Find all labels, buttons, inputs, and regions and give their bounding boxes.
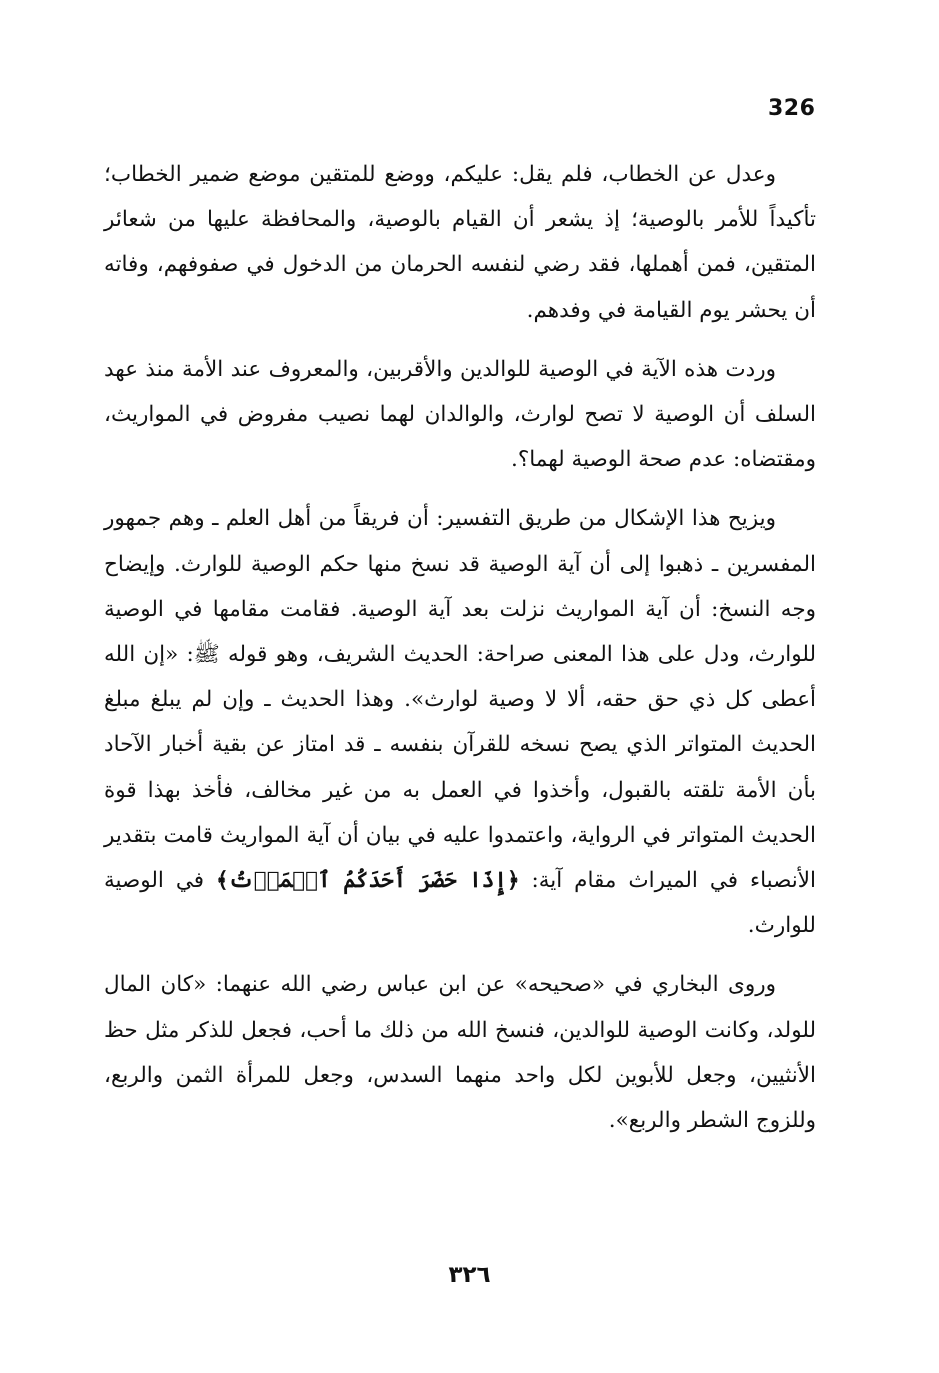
page-number-top: 326 [768,96,816,121]
page-number-bottom: ٣٢٦ [448,1262,491,1288]
paragraph-3-text: ويزيح هذا الإشكال من طريق التفسير: أن فريقاً من أهل العلم ـ وهم جمهور المفسرين ـ ذهبوا إلى أن آية الوصية قد نسخ منها حكم الوصية للوارث. وإيضاح وجه النسخ: أن آية المواريث نزلت بعد آية الوصية. فقامت مقامها في الوصية للوارث، ودل على هذا المعنى صراحة: الحديث الشريف، وهو قوله ﷺ: «إن الله أعطى كل ذي حق حقه، ألا لا وصية لوارث». وهذا الحديث ـ وإن لم يبلغ مبلغ الحديث المتواتر الذي يصح نسخه للقرآن بنفسه ـ قد امتاز عن بقية أخبار الآحاد بأن الأمة تلقته بالقبول، وأخذوا في العمل به من غير مخالف، فأخذ بهذا قوة الحديث المتواتر في الرواية، واعتمدوا عليه في بيان أن آية المواريث قامت بتقدير الأنصباء في الميراث مقام آية: [104,506,816,894]
paragraph-1: وعدل عن الخطاب، فلم يقل: عليكم، ووضع للمتقين موضع ضمير الخطاب؛ تأكيداً للأمر بالوصية؛ إذ يشعر أن القيام بالوصية، والمحافظة عليها من شعائر المتقين، فمن أهملها، فقد رضي لنفسه الحرمان من الدخول في صفوفهم، وفاته أن يحشر يوم القيامة في وفدهم. [104,162,816,323]
quran-verse: ﴿إِذَا حَضَرَ أَحَدَكُمُ ٱلۡمَوۡتُ﴾ [216,868,520,894]
paragraph-3-tail: في الوصية للوارث. [104,868,816,939]
paragraph-3 [104,496,816,948]
page-body [104,152,816,1143]
paragraph-2: وردت هذه الآية في الوصية للوالدين والأقربين، والمعروف عند الأمة منذ عهد السلف أن الوصية لا تصح لوارث، والوالدان لهما نصيب مفروض في المواريث، ومقتضاه: عدم صحة الوصية لهما؟. [104,356,816,473]
paragraph-4: وروى البخاري في «صحيحه» عن ابن عباس رضي الله عنهما: «كان المال للولد، وكانت الوصية للوالدين، فنسخ الله من ذلك ما أحب، فجعل للذكر مثل حظ الأنثيين، وجعل للأبوين لكل واحد منهما السدس، وجعل للمرأة الثمن والربع، وللزوج الشطر والربع». [104,972,816,1134]
